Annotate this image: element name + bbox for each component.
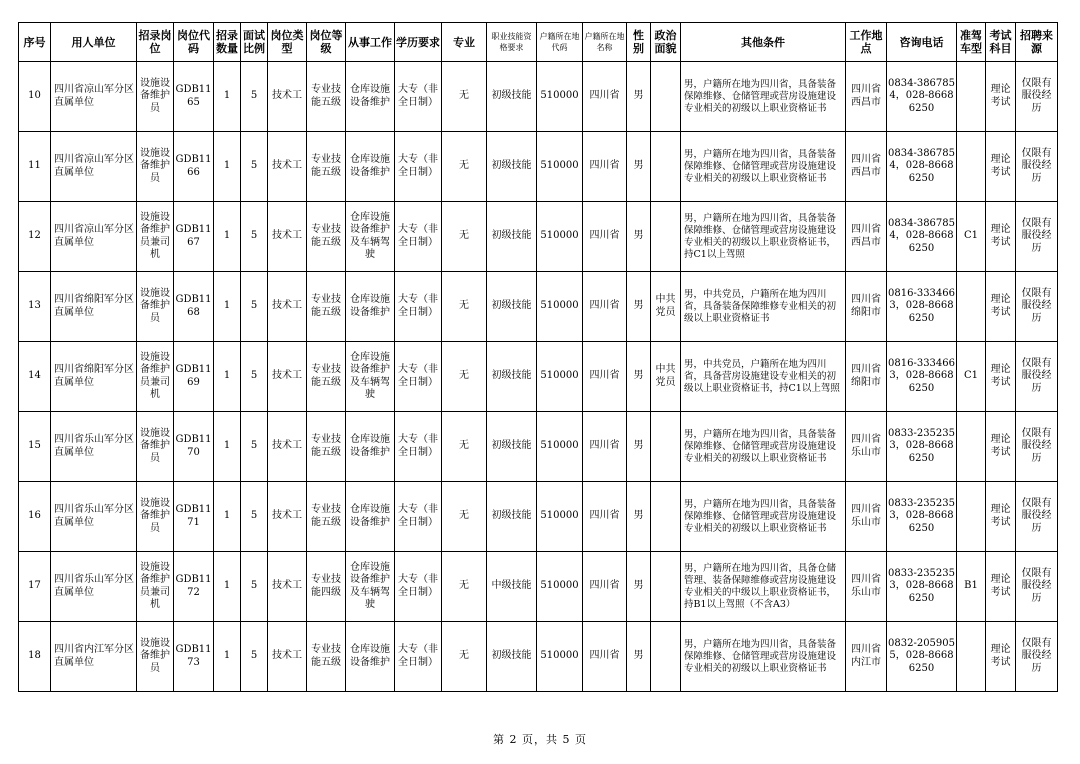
cell-phone: 0833-2352353，028-86686250 — [887, 482, 957, 552]
cell-count: 1 — [214, 622, 241, 692]
cell-sex: 男 — [627, 622, 651, 692]
header-row — [19, 23, 1058, 62]
cell-ratio: 5 — [241, 342, 268, 412]
cell-major: 无 — [442, 272, 487, 342]
cell-unit: 四川省凉山军分区直属单位 — [51, 62, 137, 132]
cell-src: 仅限有服役经历 — [1016, 132, 1058, 202]
cell-ptype: 技术工 — [268, 62, 307, 132]
cell-place: 四川省西昌市 — [846, 62, 887, 132]
cell-pol — [651, 622, 681, 692]
cell-sex: 男 — [627, 412, 651, 482]
cell-sex: 男 — [627, 482, 651, 552]
cell-skill: 初级技能 — [487, 482, 537, 552]
cell-src: 仅限有服役经历 — [1016, 622, 1058, 692]
cell-unit: 四川省乐山军分区直属单位 — [51, 412, 137, 482]
cell-grade: 专业技能四级 — [307, 552, 346, 622]
cell-major: 无 — [442, 412, 487, 482]
cell-edu: 大专（非全日制） — [395, 552, 442, 622]
header-ratio: 面试比例 — [241, 23, 268, 62]
header-hcode: 户籍所在地代码 — [537, 23, 583, 62]
header-grade: 岗位等级 — [307, 23, 346, 62]
header-pol: 政治面貌 — [651, 23, 681, 62]
table-row — [19, 552, 1058, 622]
cell-sex: 男 — [627, 552, 651, 622]
cell-exam: 理论考试 — [986, 552, 1016, 622]
table-row — [19, 482, 1058, 552]
cell-work: 仓库设施设备维护 — [346, 482, 395, 552]
cell-skill: 初级技能 — [487, 62, 537, 132]
header-count: 招录数量 — [214, 23, 241, 62]
cell-exam: 理论考试 — [986, 202, 1016, 272]
cell-pol — [651, 132, 681, 202]
table-row — [19, 272, 1058, 342]
cell-code: GDB1167 — [174, 202, 214, 272]
cell-work: 仓库设施设备维护 — [346, 622, 395, 692]
cell-unit: 四川省绵阳军分区直属单位 — [51, 342, 137, 412]
cell-ptype: 技术工 — [268, 202, 307, 272]
cell-edu: 大专（非全日制） — [395, 62, 442, 132]
cell-edu: 大专（非全日制） — [395, 412, 442, 482]
cell-seq: 18 — [19, 622, 51, 692]
cell-code: GDB1172 — [174, 552, 214, 622]
cell-work: 仓库设施设备维护 — [346, 62, 395, 132]
cell-code: GDB1169 — [174, 342, 214, 412]
cell-hname: 四川省 — [583, 132, 627, 202]
cell-grade: 专业技能五级 — [307, 482, 346, 552]
cell-ratio: 5 — [241, 272, 268, 342]
cell-src: 仅限有服役经历 — [1016, 482, 1058, 552]
header-post: 招录岗位 — [137, 23, 174, 62]
cell-grade: 专业技能五级 — [307, 202, 346, 272]
header-unit: 用人单位 — [51, 23, 137, 62]
cell-count: 1 — [214, 412, 241, 482]
cell-work: 仓库设施设备维护及车辆驾驶 — [346, 552, 395, 622]
cell-other: 男，户籍所在地为四川省，具备装备保障维修、仓储管理或营房设施建设专业相关的初级以上职业资格证书 — [681, 62, 846, 132]
cell-ptype: 技术工 — [268, 552, 307, 622]
cell-edu: 大专（非全日制） — [395, 272, 442, 342]
cell-lic — [957, 482, 986, 552]
cell-major: 无 — [442, 622, 487, 692]
cell-ratio: 5 — [241, 132, 268, 202]
cell-hcode: 510000 — [537, 202, 583, 272]
cell-skill: 初级技能 — [487, 412, 537, 482]
cell-phone: 0834-3867854，028-86686250 — [887, 62, 957, 132]
page-number: 第 2 页，共 5 页 — [493, 733, 587, 746]
cell-hname: 四川省 — [583, 202, 627, 272]
cell-pol — [651, 482, 681, 552]
cell-lic — [957, 272, 986, 342]
cell-seq: 12 — [19, 202, 51, 272]
cell-major: 无 — [442, 202, 487, 272]
cell-phone: 0834-3867854，028-86686250 — [887, 202, 957, 272]
table-body — [19, 62, 1058, 692]
table-row — [19, 132, 1058, 202]
header-work: 从事工作 — [346, 23, 395, 62]
cell-unit: 四川省乐山军分区直属单位 — [51, 552, 137, 622]
cell-pol: 中共党员 — [651, 342, 681, 412]
cell-work: 仓库设施设备维护及车辆驾驶 — [346, 202, 395, 272]
cell-exam: 理论考试 — [986, 272, 1016, 342]
cell-skill: 初级技能 — [487, 132, 537, 202]
recruitment-table — [18, 22, 1058, 692]
cell-grade: 专业技能五级 — [307, 622, 346, 692]
cell-phone: 0832-2059055，028-86686250 — [887, 622, 957, 692]
cell-grade: 专业技能五级 — [307, 272, 346, 342]
cell-other: 男，户籍所在地为四川省，具备装备保障维修、仓储管理或营房设施建设专业相关的初级以上职业资格证书 — [681, 412, 846, 482]
cell-count: 1 — [214, 552, 241, 622]
cell-hcode: 510000 — [537, 62, 583, 132]
header-sex: 性别 — [627, 23, 651, 62]
cell-seq: 14 — [19, 342, 51, 412]
cell-other: 男，户籍所在地为四川省，具备仓储管理、装备保障维修或营房设施建设专业相关的中级以上职业资格证书，持B1以上驾照（不含A3） — [681, 552, 846, 622]
cell-sex: 男 — [627, 202, 651, 272]
cell-seq: 10 — [19, 62, 51, 132]
cell-ptype: 技术工 — [268, 482, 307, 552]
cell-post: 设施设备维护员 — [137, 272, 174, 342]
cell-hname: 四川省 — [583, 342, 627, 412]
header-seq: 序号 — [19, 23, 51, 62]
cell-phone: 0816-3334663，028-86686250 — [887, 342, 957, 412]
cell-sex: 男 — [627, 342, 651, 412]
cell-skill: 初级技能 — [487, 202, 537, 272]
cell-lic — [957, 132, 986, 202]
cell-unit: 四川省绵阳军分区直属单位 — [51, 272, 137, 342]
table-row — [19, 342, 1058, 412]
cell-pol — [651, 202, 681, 272]
cell-grade: 专业技能五级 — [307, 342, 346, 412]
cell-hcode: 510000 — [537, 482, 583, 552]
cell-hcode: 510000 — [537, 132, 583, 202]
cell-src: 仅限有服役经历 — [1016, 202, 1058, 272]
cell-hcode: 510000 — [537, 342, 583, 412]
header-phone: 咨询电话 — [887, 23, 957, 62]
cell-place: 四川省西昌市 — [846, 132, 887, 202]
cell-seq: 13 — [19, 272, 51, 342]
header-skill: 职业技能资格要求 — [487, 23, 537, 62]
cell-src: 仅限有服役经历 — [1016, 552, 1058, 622]
cell-hname: 四川省 — [583, 622, 627, 692]
cell-code: GDB1171 — [174, 482, 214, 552]
table-row — [19, 202, 1058, 272]
cell-place: 四川省绵阳市 — [846, 342, 887, 412]
cell-code: GDB1170 — [174, 412, 214, 482]
cell-src: 仅限有服役经历 — [1016, 62, 1058, 132]
cell-code: GDB1165 — [174, 62, 214, 132]
cell-post: 设施设备维护员兼司机 — [137, 342, 174, 412]
cell-exam: 理论考试 — [986, 482, 1016, 552]
cell-skill: 初级技能 — [487, 622, 537, 692]
cell-post: 设施设备维护员 — [137, 482, 174, 552]
cell-seq: 11 — [19, 132, 51, 202]
cell-pol — [651, 552, 681, 622]
cell-lic: C1 — [957, 342, 986, 412]
cell-ratio: 5 — [241, 62, 268, 132]
cell-grade: 专业技能五级 — [307, 412, 346, 482]
cell-count: 1 — [214, 482, 241, 552]
cell-ratio: 5 — [241, 552, 268, 622]
cell-major: 无 — [442, 132, 487, 202]
cell-exam: 理论考试 — [986, 622, 1016, 692]
cell-ptype: 技术工 — [268, 272, 307, 342]
cell-place: 四川省西昌市 — [846, 202, 887, 272]
cell-major: 无 — [442, 482, 487, 552]
cell-skill: 中级技能 — [487, 552, 537, 622]
header-code: 岗位代码 — [174, 23, 214, 62]
cell-major: 无 — [442, 342, 487, 412]
cell-place: 四川省乐山市 — [846, 482, 887, 552]
cell-ptype: 技术工 — [268, 342, 307, 412]
cell-place: 四川省内江市 — [846, 622, 887, 692]
cell-other: 男，中共党员，户籍所在地为四川省，具备营房设施建设专业相关的初级以上职业资格证书，持C1以上驾照 — [681, 342, 846, 412]
cell-hname: 四川省 — [583, 412, 627, 482]
cell-post: 设施设备维护员 — [137, 62, 174, 132]
cell-code: GDB1166 — [174, 132, 214, 202]
cell-seq: 16 — [19, 482, 51, 552]
cell-edu: 大专（非全日制） — [395, 482, 442, 552]
cell-hname: 四川省 — [583, 62, 627, 132]
cell-post: 设施设备维护员兼司机 — [137, 202, 174, 272]
cell-code: GDB1168 — [174, 272, 214, 342]
cell-hname: 四川省 — [583, 482, 627, 552]
cell-hname: 四川省 — [583, 272, 627, 342]
cell-src: 仅限有服役经历 — [1016, 342, 1058, 412]
cell-sex: 男 — [627, 62, 651, 132]
cell-hcode: 510000 — [537, 412, 583, 482]
cell-count: 1 — [214, 132, 241, 202]
cell-work: 仓库设施设备维护 — [346, 412, 395, 482]
header-lic: 准驾车型 — [957, 23, 986, 62]
cell-sex: 男 — [627, 272, 651, 342]
cell-exam: 理论考试 — [986, 132, 1016, 202]
cell-seq: 15 — [19, 412, 51, 482]
header-src: 招聘来源 — [1016, 23, 1058, 62]
cell-other: 男，户籍所在地为四川省，具备装备保障维修、仓储管理或营房设施建设专业相关的初级以上职业资格证书 — [681, 482, 846, 552]
cell-phone: 0834-3867854，028-86686250 — [887, 132, 957, 202]
cell-lic: B1 — [957, 552, 986, 622]
cell-lic: C1 — [957, 202, 986, 272]
cell-ratio: 5 — [241, 412, 268, 482]
cell-lic — [957, 62, 986, 132]
cell-pol: 中共党员 — [651, 272, 681, 342]
cell-place: 四川省绵阳市 — [846, 272, 887, 342]
cell-post: 设施设备维护员兼司机 — [137, 552, 174, 622]
cell-unit: 四川省凉山军分区直属单位 — [51, 202, 137, 272]
cell-place: 四川省乐山市 — [846, 412, 887, 482]
cell-src: 仅限有服役经历 — [1016, 272, 1058, 342]
cell-count: 1 — [214, 272, 241, 342]
table-row — [19, 622, 1058, 692]
cell-hcode: 510000 — [537, 272, 583, 342]
cell-pol — [651, 412, 681, 482]
cell-skill: 初级技能 — [487, 272, 537, 342]
cell-major: 无 — [442, 552, 487, 622]
cell-grade: 专业技能五级 — [307, 62, 346, 132]
cell-other: 男，户籍所在地为四川省，具备装备保障维修、仓储管理或营房设施建设专业相关的初级以上职业资格证书 — [681, 622, 846, 692]
cell-ratio: 5 — [241, 622, 268, 692]
cell-exam: 理论考试 — [986, 412, 1016, 482]
cell-other: 男，户籍所在地为四川省，具备装备保障维修、仓储管理或营房设施建设专业相关的初级以上职业资格证书，持C1以上驾照 — [681, 202, 846, 272]
cell-exam: 理论考试 — [986, 62, 1016, 132]
cell-other: 男，中共党员，户籍所在地为四川省，具备装备保障维修专业相关的初级以上职业资格证书 — [681, 272, 846, 342]
cell-edu: 大专（非全日制） — [395, 342, 442, 412]
cell-count: 1 — [214, 342, 241, 412]
cell-major: 无 — [442, 62, 487, 132]
table-row — [19, 412, 1058, 482]
cell-ratio: 5 — [241, 202, 268, 272]
cell-ratio: 5 — [241, 482, 268, 552]
cell-phone: 0833-2352353，028-86686250 — [887, 412, 957, 482]
header-major: 专业 — [442, 23, 487, 62]
cell-sex: 男 — [627, 132, 651, 202]
cell-unit: 四川省内江军分区直属单位 — [51, 622, 137, 692]
cell-phone: 0816-3334663，028-86686250 — [887, 272, 957, 342]
cell-place: 四川省乐山市 — [846, 552, 887, 622]
header-hname: 户籍所在地名称 — [583, 23, 627, 62]
cell-phone: 0833-2352353，028-86686250 — [887, 552, 957, 622]
header-exam: 考试科目 — [986, 23, 1016, 62]
cell-ptype: 技术工 — [268, 132, 307, 202]
table-row — [19, 62, 1058, 132]
cell-work: 仓库设施设备维护及车辆驾驶 — [346, 342, 395, 412]
cell-post: 设施设备维护员 — [137, 132, 174, 202]
cell-pol — [651, 62, 681, 132]
cell-count: 1 — [214, 202, 241, 272]
cell-edu: 大专（非全日制） — [395, 202, 442, 272]
cell-work: 仓库设施设备维护 — [346, 272, 395, 342]
header-edu: 学历要求 — [395, 23, 442, 62]
cell-lic — [957, 412, 986, 482]
cell-lic — [957, 622, 986, 692]
table-header — [19, 23, 1058, 62]
cell-unit: 四川省凉山军分区直属单位 — [51, 132, 137, 202]
cell-hcode: 510000 — [537, 552, 583, 622]
cell-code: GDB1173 — [174, 622, 214, 692]
header-place: 工作地点 — [846, 23, 887, 62]
cell-edu: 大专（非全日制） — [395, 132, 442, 202]
cell-seq: 17 — [19, 552, 51, 622]
cell-ptype: 技术工 — [268, 622, 307, 692]
cell-edu: 大专（非全日制） — [395, 622, 442, 692]
cell-src: 仅限有服役经历 — [1016, 412, 1058, 482]
cell-exam: 理论考试 — [986, 342, 1016, 412]
header-ptype: 岗位类型 — [268, 23, 307, 62]
cell-post: 设施设备维护员 — [137, 412, 174, 482]
cell-other: 男，户籍所在地为四川省，具备装备保障维修、仓储管理或营房设施建设专业相关的初级以上职业资格证书 — [681, 132, 846, 202]
cell-unit: 四川省乐山军分区直属单位 — [51, 482, 137, 552]
cell-grade: 专业技能五级 — [307, 132, 346, 202]
cell-ptype: 技术工 — [268, 412, 307, 482]
cell-count: 1 — [214, 62, 241, 132]
cell-hcode: 510000 — [537, 622, 583, 692]
cell-hname: 四川省 — [583, 552, 627, 622]
cell-post: 设施设备维护员 — [137, 622, 174, 692]
cell-skill: 初级技能 — [487, 342, 537, 412]
header-other: 其他条件 — [681, 23, 846, 62]
cell-work: 仓库设施设备维护 — [346, 132, 395, 202]
